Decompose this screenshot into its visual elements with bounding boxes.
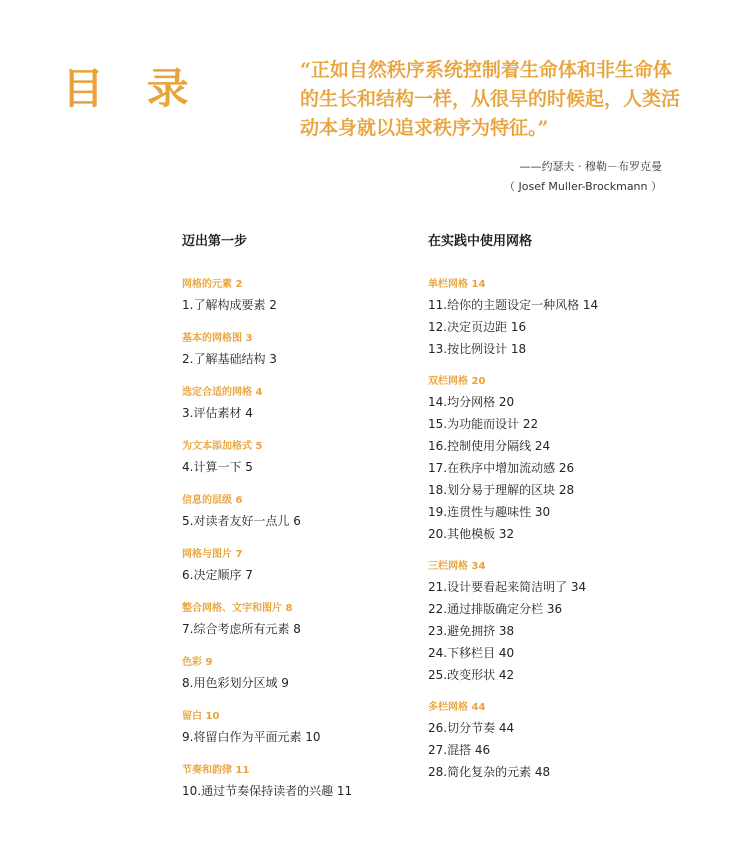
- toc-entry[interactable]: 1.了解构成要素 2: [182, 298, 277, 312]
- section-label: 网格的元素 2: [182, 279, 243, 290]
- section-label: 为文本添加格式 5: [182, 441, 263, 452]
- toc-entry[interactable]: 7.综合考虑所有元素 8: [182, 622, 301, 636]
- section-label: 选定合适的网格 4: [182, 387, 263, 398]
- column-heading: 迈出第一步: [182, 234, 248, 249]
- toc-entry[interactable]: 28.简化复杂的元素 48: [428, 765, 551, 779]
- toc-entry[interactable]: 22.通过排版确定分栏 36: [428, 602, 563, 616]
- toc-entry[interactable]: 15.为功能而设计 22: [428, 417, 539, 431]
- toc-entry[interactable]: 24.下移栏目 40: [428, 646, 515, 660]
- section-label: 三栏网格 34: [428, 561, 486, 572]
- toc-entry[interactable]: 21.设计要看起来简洁明了 34: [428, 580, 587, 594]
- toc-section: [182, 762, 352, 802]
- attribution-name-en: （ Josef Muller-Brockmann ）: [504, 180, 662, 193]
- toc-entry[interactable]: 2.了解基础结构 3: [182, 352, 277, 366]
- toc-entry[interactable]: 25.改变形状 42: [428, 668, 515, 682]
- toc-entry[interactable]: 9.将留白作为平面元素 10: [182, 730, 321, 744]
- page-title: 目 录: [62, 64, 203, 113]
- toc-section: [428, 699, 598, 783]
- toc-section: [182, 438, 352, 478]
- toc-entry[interactable]: 4.计算一下 5: [182, 460, 253, 474]
- toc-entry[interactable]: 18.划分易于理解的区块 28: [428, 483, 575, 497]
- section-label: 整合网格、文字和图片 8: [182, 603, 293, 614]
- attribution-name: ——约瑟夫 · 穆勒－布罗克曼: [519, 160, 662, 173]
- quote-line: 的生长和结构一样，从很早的时候起，人类活: [300, 88, 681, 110]
- toc-entry[interactable]: 16.控制使用分隔线 24: [428, 439, 551, 453]
- toc-section: [182, 654, 352, 694]
- quote-line: “正如自然秩序系统控制着生命体和非生命体: [300, 59, 672, 81]
- toc-section: [182, 276, 352, 316]
- toc-section: [182, 492, 352, 532]
- toc-entry[interactable]: 10.通过节奏保持读者的兴趣 11: [182, 784, 353, 798]
- toc-entry[interactable]: 5.对读者友好一点儿 6: [182, 514, 301, 528]
- toc-entry[interactable]: 3.评估素材 4: [182, 406, 253, 420]
- toc-section: [182, 330, 352, 370]
- toc-section: [182, 708, 352, 748]
- toc-entry[interactable]: 20.其他模板 32: [428, 527, 515, 541]
- toc-entry[interactable]: 12.决定页边距 16: [428, 320, 527, 334]
- toc-section: [428, 276, 598, 360]
- section-label: 单栏网格 14: [428, 279, 486, 290]
- section-label: 色彩 9: [182, 657, 213, 668]
- section-label: 基本的网格图 3: [182, 333, 253, 344]
- toc-entry[interactable]: 11.给你的主题设定一种风格 14: [428, 298, 599, 312]
- epigraph-quote: [300, 56, 700, 143]
- section-label: 多栏网格 44: [428, 702, 486, 713]
- toc-column-left: [182, 232, 352, 816]
- toc-entry[interactable]: 19.连贯性与趣味性 30: [428, 505, 551, 519]
- toc-entry[interactable]: 6.决定顺序 7: [182, 568, 253, 582]
- section-label: 信息的层级 6: [182, 495, 243, 506]
- section-label: 节奏和韵律 11: [182, 765, 250, 776]
- toc-section: [182, 546, 352, 586]
- toc-section: [182, 384, 352, 424]
- section-label: 网格与图片 7: [182, 549, 243, 560]
- toc-entry[interactable]: 8.用色彩划分区域 9: [182, 676, 289, 690]
- toc-entry[interactable]: 14.均分网格 20: [428, 395, 515, 409]
- toc-section: [428, 373, 598, 545]
- toc-entry[interactable]: 26.切分节奏 44: [428, 721, 515, 735]
- section-label: 留白 10: [182, 711, 220, 722]
- section-label: 双栏网格 20: [428, 376, 486, 387]
- toc-entry[interactable]: 13.按比例设计 18: [428, 342, 527, 356]
- toc-entry[interactable]: 23.避免拥挤 38: [428, 624, 515, 638]
- toc-section: [428, 558, 598, 686]
- quote-attribution: [504, 157, 662, 197]
- quote-line: 动本身就以追求秩序为特征。”: [300, 117, 549, 139]
- toc-entry[interactable]: 17.在秩序中增加流动感 26: [428, 461, 575, 475]
- toc-section: [182, 600, 352, 640]
- toc-column-right: [428, 232, 598, 796]
- column-heading: 在实践中使用网格: [428, 234, 533, 249]
- toc-entry[interactable]: 27.混搭 46: [428, 743, 491, 757]
